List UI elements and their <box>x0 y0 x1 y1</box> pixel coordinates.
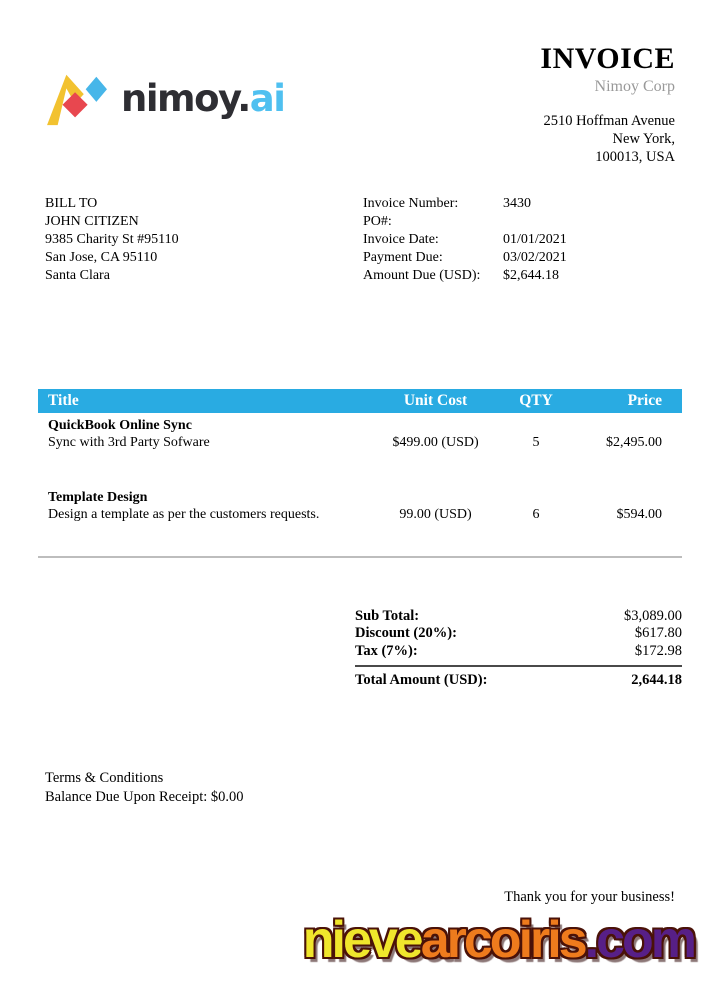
document-title: INVOICE <box>540 42 675 75</box>
item-description: Sync with 3rd Party Sofware <box>48 435 210 451</box>
invoice-number-value: 3430 <box>503 196 531 212</box>
watermark-part3: .com <box>584 911 694 969</box>
bill-to-heading: BILL TO <box>45 196 98 212</box>
item-title-cell <box>38 417 358 451</box>
amount-due-row <box>363 268 675 285</box>
grand-total-row <box>355 667 682 690</box>
invoice-date-label: Invoice Date: <box>363 231 439 247</box>
company-address <box>540 112 675 166</box>
item-title: QuickBook Online Sync <box>48 418 192 434</box>
item-qty: 5 <box>532 435 540 451</box>
column-header-unit-cost: Unit Cost <box>403 392 468 410</box>
table-row <box>38 485 682 523</box>
amount-due-label: Amount Due (USD): <box>363 267 481 283</box>
item-unit-cost: 99.00 (USD) <box>399 506 472 522</box>
watermark-part1: nieve <box>302 911 421 969</box>
logo-brand-text: nimoy <box>121 76 238 120</box>
column-header-title: Title <box>48 392 79 410</box>
logo-wordmark <box>121 76 285 120</box>
table-row <box>38 413 682 451</box>
amount-due-value: $2,644.18 <box>503 267 559 283</box>
tax-label: Tax (7%): <box>355 643 418 660</box>
thank-you-message: Thank you for your business! <box>504 889 675 906</box>
bill-to-address-line: Santa Clara <box>45 267 110 283</box>
totals-block <box>355 608 682 690</box>
column-header-price: Price <box>627 392 662 410</box>
invoice-date-row <box>363 232 675 249</box>
subtotal-label: Sub Total: <box>355 607 420 624</box>
payment-due-value: 03/02/2021 <box>503 249 567 265</box>
bill-to-block <box>45 196 363 285</box>
item-price: $2,495.00 <box>606 435 662 451</box>
tax-row <box>355 643 682 661</box>
item-price: $594.00 <box>616 506 662 522</box>
terms-heading: Terms & Conditions <box>45 770 164 787</box>
company-address-line: 2510 Hoffman Avenue <box>543 113 675 129</box>
invoice-number-row <box>363 196 675 213</box>
column-header-qty: QTY <box>519 392 553 410</box>
payment-due-row <box>363 250 675 267</box>
invoice-date-value: 01/01/2021 <box>503 231 567 247</box>
bill-to-address-line: 9385 Charity St #95110 <box>45 231 179 247</box>
header <box>0 0 720 166</box>
logo-tld-text: ai <box>249 76 285 120</box>
nimoy-logo <box>45 68 284 128</box>
nimoy-diamonds-icon <box>45 69 109 127</box>
item-description: Design a template as per the customers requests. <box>48 506 320 522</box>
company-address-line: New York, <box>612 131 675 148</box>
table-bottom-divider <box>38 556 682 558</box>
item-title: Template Design <box>48 489 148 505</box>
item-qty: 6 <box>532 506 540 522</box>
company-block <box>540 42 675 166</box>
subtotal-value: $3,089.00 <box>624 607 682 624</box>
company-name: Nimoy Corp <box>594 78 675 95</box>
item-title-cell <box>38 489 358 523</box>
discount-value: $617.80 <box>634 625 682 642</box>
billing-section <box>45 196 675 285</box>
grand-total-label: Total Amount (USD): <box>355 671 488 688</box>
bill-to-name: JOHN CITIZEN <box>45 214 139 230</box>
invoice-number-label: Invoice Number: <box>363 196 459 212</box>
terms-line: Balance Due Upon Receipt: $0.00 <box>45 789 244 806</box>
po-number-row <box>363 214 675 231</box>
invoice-details-block <box>363 196 675 285</box>
payment-due-label: Payment Due: <box>363 249 443 265</box>
tax-value: $172.98 <box>634 643 682 660</box>
company-address-line: 100013, USA <box>595 149 675 166</box>
items-table-header <box>38 389 682 413</box>
discount-label: Discount (20%): <box>355 625 457 642</box>
logo-dot: . <box>237 76 250 120</box>
items-table <box>38 389 682 557</box>
bill-to-address-line: San Jose, CA 95110 <box>45 249 158 265</box>
discount-row <box>355 625 682 643</box>
grand-total-value: 2,644.18 <box>631 671 682 688</box>
terms-block <box>45 769 675 807</box>
watermark-part2: arcoiris <box>420 911 585 969</box>
item-unit-cost: $499.00 (USD) <box>392 435 479 451</box>
watermark <box>302 911 694 969</box>
subtotal-row <box>355 608 682 626</box>
po-number-label: PO#: <box>363 214 392 230</box>
